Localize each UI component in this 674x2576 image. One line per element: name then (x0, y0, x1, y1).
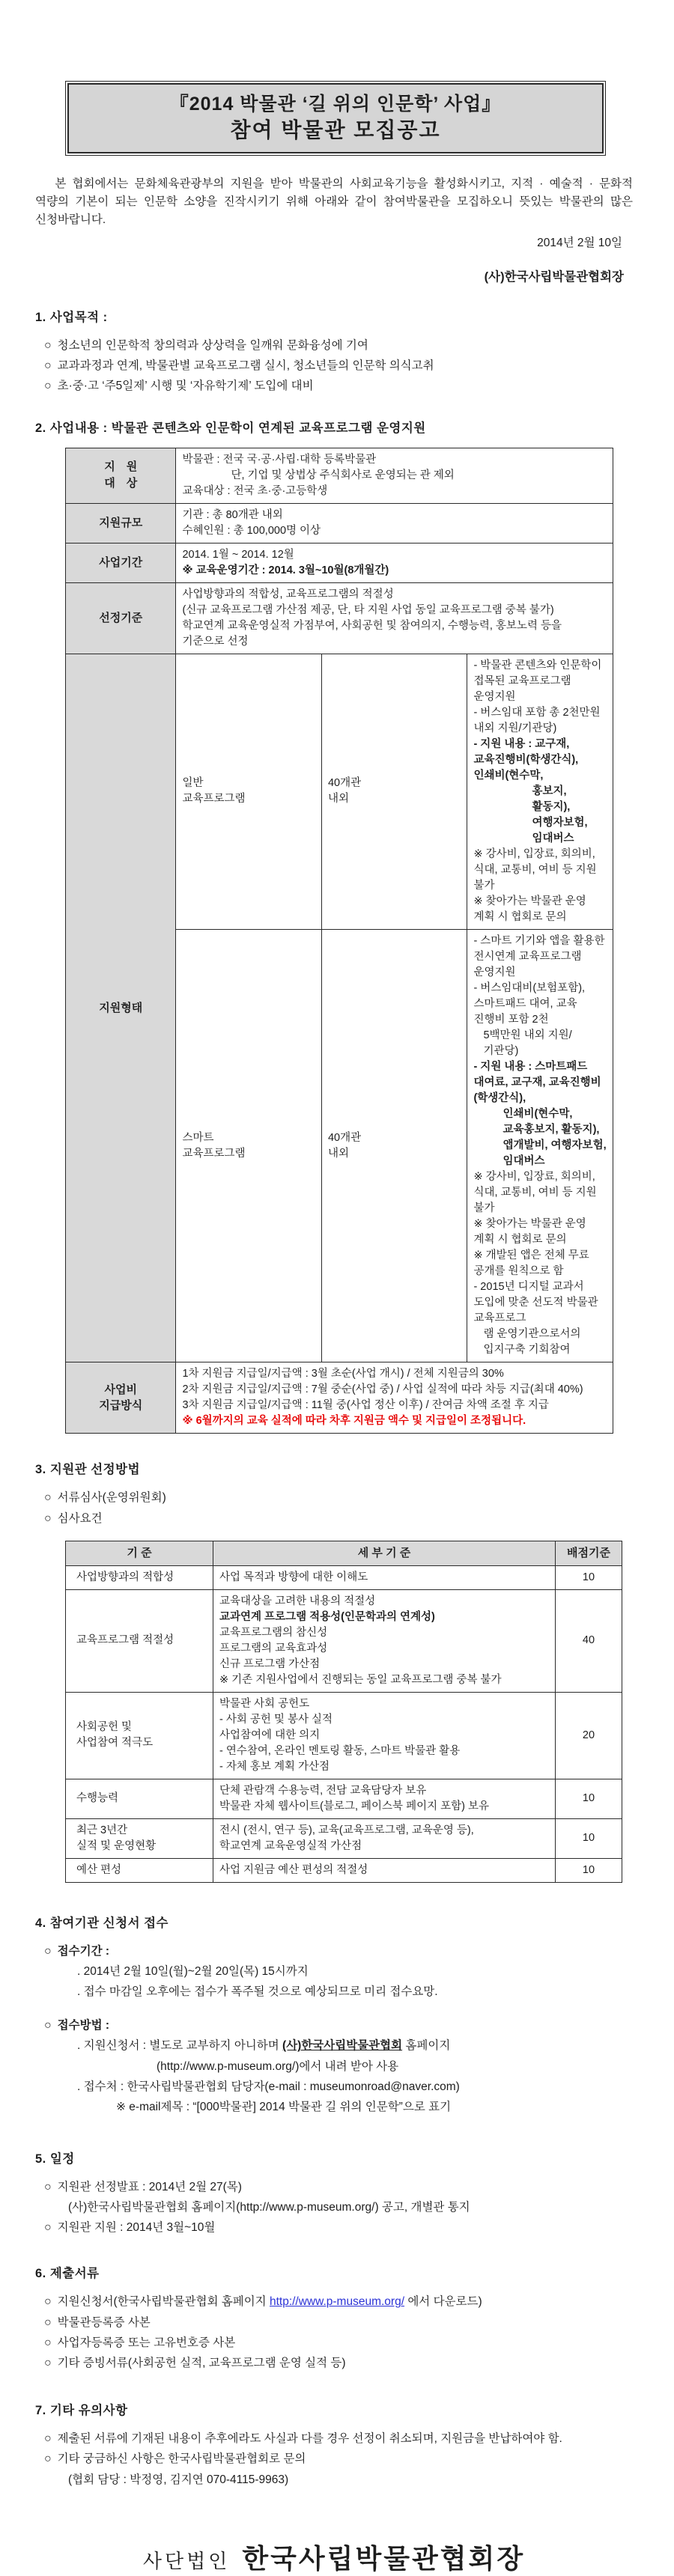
text-line: 수혜인원 : 총 100,000명 이상 (182, 524, 321, 537)
section5-heading: 5. 일정 (35, 2152, 75, 2166)
circle-bullet-icon: ○ (44, 1944, 52, 1958)
row-header-criteria: 선정기준 (66, 582, 176, 654)
bullet-text: 초·중·고 ‘주5일제’ 시행 및 ‘자유학기제’ 도입에 대비 (57, 380, 314, 393)
bullet-text: 박물관등록증 사본 (57, 2315, 151, 2329)
download-pre-text: 지원신청서(한국사립박물관협회 홈페이지 (57, 2295, 270, 2309)
text-line: 교육프로그램 (182, 793, 246, 806)
text-line: 최근 3년간 (76, 1824, 128, 1836)
apply-method-line: . 접수처 : 한국사립박물관협회 담당자(e-mail : museumonroad@naver.com) (77, 2080, 460, 2093)
apply-method-line: ※ e-mail제목 : “[000박물관] 2014 박물관 길 위의 인문학”으로 표기 (116, 2100, 452, 2113)
text-line: 사회공헌 및 (76, 1721, 133, 1734)
criteria-label (66, 1565, 213, 1589)
signature-block (35, 2538, 633, 2576)
criteria-detail (213, 1858, 556, 1882)
bullet-item (44, 2217, 633, 2238)
text-line: 학교연계 교육운영실적 가점부여, 사회공헌 및 참여의지, 수행능력, 홍보노력 등을 기준으로 선정 (182, 619, 562, 648)
text-line: 수행능력 (76, 1792, 119, 1805)
document-title-line2: 참여 박물관 모집공고 (230, 118, 441, 141)
cell-general-type (176, 654, 322, 929)
schedule-sub-line: (사)한국사립박물관협회 홈페이지(http://www.p-museum.org/) 공고, 개별관 통지 (68, 2201, 470, 2214)
circle-bullet-icon: ○ (44, 2336, 52, 2349)
text-line: 사업방향과의 적합성 (76, 1571, 174, 1583)
cell-smart-detail (467, 929, 613, 1362)
criteria-label (66, 1858, 213, 1882)
criteria-score: 10 (556, 1818, 622, 1858)
cell-target (176, 448, 613, 503)
program-overview-table (65, 448, 613, 1434)
row-header-period: 사업기간 (66, 543, 176, 582)
section3-bullets (44, 1488, 633, 1528)
section5-bullets (44, 2177, 633, 2238)
text-line: - 지원 내용 : 스마트패드 대여료, 교구재, 교육진행비(학생간식), (473, 1061, 601, 1105)
table-row (66, 1858, 622, 1882)
section7-heading: 7. 기타 유의사항 (35, 2404, 128, 2418)
bullet-text: 서류심사(운영위원회) (57, 1491, 166, 1505)
bullet-text: 심사요건 (57, 1511, 103, 1525)
title-box-inner (67, 83, 604, 153)
bullet-item (44, 2449, 633, 2469)
table-row (66, 1362, 613, 1434)
table-row (66, 503, 613, 543)
text-line: 교육대상을 고려한 내용의 적절성 (219, 1595, 376, 1607)
circle-bullet-icon: ○ (44, 2432, 52, 2446)
text-line: (신규 교육프로그램 가산점 제공, 단, 타 지원 사업 동일 교육프로그램 중복 불가) (182, 603, 554, 616)
bullet-item (44, 2429, 633, 2449)
text-line: 교과연계 프로그램 적용성(인문학과의 연계성) (219, 1610, 435, 1623)
bullet-text: 기타 증빙서류(사회공헌 실적, 교육프로그램 운영 실적 등) (57, 2357, 346, 2370)
bullet-item (44, 1941, 633, 1961)
text-line: 40개관 (327, 777, 362, 790)
text-line: 일반 (182, 777, 204, 790)
text-line: ※ 개발된 앱은 전체 무료 공개를 원칙으로 함 (473, 1249, 589, 1278)
text-line: 내외 (327, 793, 349, 806)
intro-paragraph: 본 협회에서는 문화체육관광부의 지원을 받아 박물관의 사회교육기능을 활성화시키고, 지적 · 예술적 · 문화적 역량의 기본이 되는 인문학 소양을 진작시키기 위해 아래와 같이 참여박물관을 모집하오니 뜻있는 박물관의 많은 신청바랍니다. (35, 177, 633, 227)
bullet-item (44, 2333, 633, 2353)
row-header-payment (66, 1362, 176, 1434)
text-line: 교육대상 : 전국 초·중·고등학생 (182, 484, 328, 497)
section3-heading: 3. 지원관 선정방법 (35, 1463, 141, 1477)
text-line: - 연수참여, 온라인 멘토링 활동, 스마트 박물관 활용 (219, 1744, 461, 1757)
bullet-item (44, 1508, 633, 1529)
text-line: 지 원 (104, 460, 138, 474)
text-line: 예산 편성 (76, 1863, 122, 1876)
circle-bullet-icon: ○ (44, 1491, 52, 1505)
section4-heading: 4. 참여기관 신청서 접수 (35, 1916, 168, 1930)
section6-heading: 6. 제출서류 (35, 2267, 100, 2281)
criteria-score: 10 (556, 1779, 622, 1818)
bullet-text (58, 2292, 633, 2312)
text-line: 사업참여 적극도 (76, 1737, 154, 1750)
text-line: - 사회 공헌 및 봉사 실적 (219, 1713, 333, 1726)
text-line: 교육프로그램의 참신성 (219, 1626, 328, 1639)
text-line: 내외 (327, 1147, 349, 1160)
title-box (65, 81, 606, 156)
text-line: ※ 강사비, 입장료, 회의비, 식대, 교통비, 여비 등 지원 불가 (473, 1171, 597, 1215)
text-line: ※ 6월까지의 교육 실적에 따라 차후 지원금 액수 및 지급일이 조정됩니다. (182, 1415, 526, 1428)
bullet-item (44, 1488, 633, 1508)
homepage-link[interactable]: http://www.p-museum.org/ (269, 2295, 405, 2309)
section2-heading: 2. 사업내용 : 박물관 콘텐츠와 인문학이 연계된 교육프로그램 운영지원 (35, 421, 426, 435)
text-line: 박물관 사회 공헌도 (219, 1697, 310, 1710)
criteria-label (66, 1818, 213, 1858)
receipt-period-line: . 접수 마감일 오후에는 접수가 폭주될 것으로 예상되므로 미리 접수요망. (77, 1985, 438, 1999)
text-line: 기관 : 총 80개관 내외 (182, 508, 283, 521)
text-line: 교육프로그램 (182, 1147, 246, 1160)
text-line: 사업비 (104, 1383, 137, 1396)
criteria-score: 20 (556, 1692, 622, 1779)
text-line: ※ 기존 지원사업에서 진행되는 동일 교육프로그램 중복 불가 (219, 1673, 502, 1686)
bullet-item (44, 356, 633, 376)
text-line: 신규 프로그램 가산점 (219, 1657, 321, 1670)
receipt-period-line: . 2014년 2월 10일(월)~2월 20일(목) 15시까지 (77, 1965, 309, 1979)
text-line: 스마트 (182, 1131, 214, 1144)
circle-bullet-icon: ○ (44, 2295, 52, 2309)
bullet-item (44, 335, 633, 356)
text-line: 사업참여에 대한 의지 (219, 1729, 321, 1741)
signature-name: 한국사립박물관협회장 (242, 2543, 526, 2574)
text-line: - 버스임대비(보험포함), 스마트패드 대여, 교육 진행비 포함 2천 (473, 982, 586, 1026)
circle-bullet-icon: ○ (44, 2019, 52, 2033)
bullet-item (44, 2353, 633, 2373)
table-row (66, 1589, 622, 1692)
text-line: 실적 및 운영현황 (76, 1839, 157, 1852)
bullet-text: 기타 궁금하신 사항은 한국사립박물관협회로 문의 (57, 2452, 306, 2466)
text-line: 2차 지원금 지급일/지급액 : 7월 중순(사업 중) / 사업 실적에 따라 차등 지급(최대 40%) (182, 1383, 583, 1396)
bullet-text: 접수기간 : (57, 1944, 110, 1958)
text-line: 임대버스 (503, 1155, 545, 1168)
circle-bullet-icon: ○ (44, 2452, 52, 2466)
text-line: 전시 (전시, 연구 등), 교육(교육프로그램, 교육운영 등), (219, 1824, 474, 1836)
table-row (66, 1779, 622, 1818)
text-line: 40개관 (327, 1131, 362, 1144)
bullet-item (44, 2015, 633, 2035)
text-line: ※ 찾아가는 박물관 운영 계획 시 협회로 문의 (473, 1218, 586, 1246)
cell-scale (176, 503, 613, 543)
circle-bullet-icon: ○ (44, 2315, 52, 2329)
cell-smart-count (321, 929, 467, 1362)
text-line: 3차 지원금 지급일/지급액 : 11월 중(사업 정산 이후) / 잔여금 차액 조절 후 지급 (182, 1399, 549, 1412)
document-title-line1: 『2014 박물관 ‘길 위의 인문학’ 사업』 (169, 94, 502, 115)
download-post-text: 에서 다운로드) (404, 2295, 482, 2309)
cell-smart-type (176, 929, 322, 1362)
text-line: 단체 관람객 수용능력, 전담 교육담당자 보유 (219, 1784, 427, 1797)
criteria-label (66, 1589, 213, 1692)
table-header-row (66, 1541, 622, 1565)
cell-general-detail (467, 654, 613, 929)
text-line: 사업방향과의 적합성, 교육프로그램의 적절성 (182, 588, 394, 600)
row-header-support-type: 지원형태 (66, 654, 176, 1362)
row-header-target (66, 448, 176, 503)
table-row (66, 1565, 622, 1589)
bullet-text: 접수방법 : (57, 2019, 110, 2033)
association-name-emphasis: (사)한국사립박물관협회 (282, 2039, 403, 2053)
column-header-score: 배점기준 (556, 1541, 622, 1565)
apply-method-line: (http://www.p-museum.org/)에서 내려 받아 사용 (157, 2059, 399, 2073)
text-line: - 자체 홍보 계획 가산점 (219, 1760, 330, 1773)
circle-bullet-icon: ○ (44, 2357, 52, 2370)
bullet-item (44, 2292, 633, 2312)
criteria-detail (213, 1589, 556, 1692)
text-line: 프로그램의 교육효과성 (219, 1642, 328, 1654)
text-line: 박물관 자체 웹사이트(블로그, 페이스북 페이지 포함) 보유 (219, 1800, 490, 1812)
evaluation-criteria-table (65, 1541, 622, 1883)
bullet-text: 사업자등록증 또는 고유번호증 사본 (57, 2336, 236, 2349)
text-line: ※ 교육운영기간 : 2014. 3월~10월(8개월간) (182, 564, 389, 576)
apply-method-line (77, 2035, 633, 2056)
table-row (66, 1818, 622, 1858)
text-line: - 스마트 기기와 앱을 활용한 전시연계 교육프로그램 운영지원 (473, 934, 605, 978)
criteria-detail (213, 1692, 556, 1779)
circle-bullet-icon: ○ (44, 338, 52, 352)
criteria-score: 40 (556, 1589, 622, 1692)
criteria-label (66, 1779, 213, 1818)
signer: (사)한국사립박물관협회장 (484, 270, 624, 284)
bullet-text: 제출된 서류에 기재된 내용이 추후에라도 사실과 다를 경우 선정이 취소되며, 지원금을 반납하여야 함. (57, 2432, 562, 2446)
table-row (66, 543, 613, 582)
bullet-text: 지원관 지원 : 2014년 3월~10월 (57, 2221, 216, 2235)
text-line: ※ 강사비, 입장료, 회의비, 식대, 교통비, 여비 등 지원 불가 (473, 847, 597, 892)
column-header-detail: 세 부 기 준 (213, 1541, 556, 1565)
criteria-detail (213, 1818, 556, 1858)
text-line: 사업 지원금 예산 편성의 적절성 (219, 1863, 368, 1876)
criteria-score: 10 (556, 1858, 622, 1882)
announcement-date: 2014년 2월 10일 (537, 236, 622, 249)
cell-criteria (176, 582, 613, 654)
contact-line: (협회 담당 : 박정영, 김지연 070-4115-9963) (68, 2473, 289, 2486)
row-header-scale: 지원규모 (66, 503, 176, 543)
bullet-item (44, 2177, 633, 2197)
text-line: - 지원 내용 : 교구재, 교육진행비(학생간식), 인쇄비(현수막, (473, 737, 579, 782)
text-line: 5백만원 내외 지원/기관당) (483, 1029, 572, 1058)
section1-bullets (44, 335, 633, 397)
text-line: 대 상 (104, 477, 138, 490)
cell-period (176, 543, 613, 582)
text-line: 단, 기업 및 상법상 주식회사로 운영되는 관 제외 (231, 469, 455, 481)
text-line: 홍보지, 활동지), 여행자보험, 임대버스 (532, 785, 588, 844)
column-header-criteria: 기 준 (66, 1541, 213, 1565)
table-row (66, 448, 613, 503)
text-line: 2014. 1월 ~ 2014. 12월 (182, 548, 294, 561)
bullet-item (44, 2312, 633, 2333)
bullet-text: 청소년의 인문학적 창의력과 상상력을 일깨워 문화융성에 기여 (57, 338, 368, 352)
text-line: 1차 지원금 지급일/지급액 : 3월 초순(사업 개시) / 전체 지원금의 30% (182, 1368, 504, 1380)
section6-bullets (44, 2292, 633, 2373)
text-line: - 버스임대 포함 총 2천만원 내외 지원/기관당) (473, 706, 601, 734)
document-page (0, 81, 674, 2574)
bullet-text: 교과과정과 연계, 박물관별 교육프로그램 실시, 청소년들의 인문학 의식고취 (57, 359, 434, 373)
table-row (66, 654, 613, 929)
apply-post-text: 홈페이지 (402, 2039, 451, 2053)
circle-bullet-icon: ○ (44, 359, 52, 373)
table-row (66, 582, 613, 654)
circle-bullet-icon: ○ (44, 1511, 52, 1525)
criteria-detail (213, 1779, 556, 1818)
cell-payment (176, 1362, 613, 1434)
circle-bullet-icon: ○ (44, 2180, 52, 2193)
section4-content (44, 1941, 633, 2117)
cell-general-count (321, 654, 467, 929)
section1-heading: 1. 사업목적 : (35, 310, 108, 324)
text-line: - 2015년 디지털 교과서 도입에 맞춘 선도적 박물관 교육프로그 (473, 1281, 598, 1325)
text-line: 교육프로그램 적절성 (76, 1634, 174, 1647)
text-line: 박물관 : 전국 국·공·사립·대학 등록박물관 (182, 453, 377, 466)
section7-bullets (44, 2429, 633, 2490)
text-line: 사업 목적과 방향에 대한 이해도 (219, 1571, 368, 1583)
text-line: 학교연계 교육운영실적 가산점 (219, 1839, 362, 1852)
circle-bullet-icon: ○ (44, 2221, 52, 2235)
table-row (66, 1692, 622, 1779)
text-line: - 박물관 콘텐츠와 인문학이 접목된 교육프로그램 운영지원 (473, 659, 602, 703)
criteria-label (66, 1692, 213, 1779)
text-line: 인쇄비(현수막, 교육홍보지, 활동지), 앱개발비, 여행자보험, (503, 1108, 607, 1152)
circle-bullet-icon: ○ (44, 380, 52, 393)
criteria-score: 10 (556, 1565, 622, 1589)
text-line: ※ 찾아가는 박물관 운영 계획 시 협회로 문의 (473, 895, 586, 923)
signature-prefix: 사단법인 (142, 2550, 231, 2572)
bullet-item (44, 376, 633, 396)
text-line: 램 운영기관으로서의 입지구축 기회참여 (483, 1328, 581, 1356)
apply-pre-text: . 지원신청서 : 별도로 교부하지 아니하며 (77, 2039, 283, 2053)
bullet-text: 지원관 선정발표 : 2014년 2월 27(목) (57, 2180, 242, 2193)
text-line: 지급방식 (99, 1399, 143, 1413)
criteria-detail (213, 1565, 556, 1589)
